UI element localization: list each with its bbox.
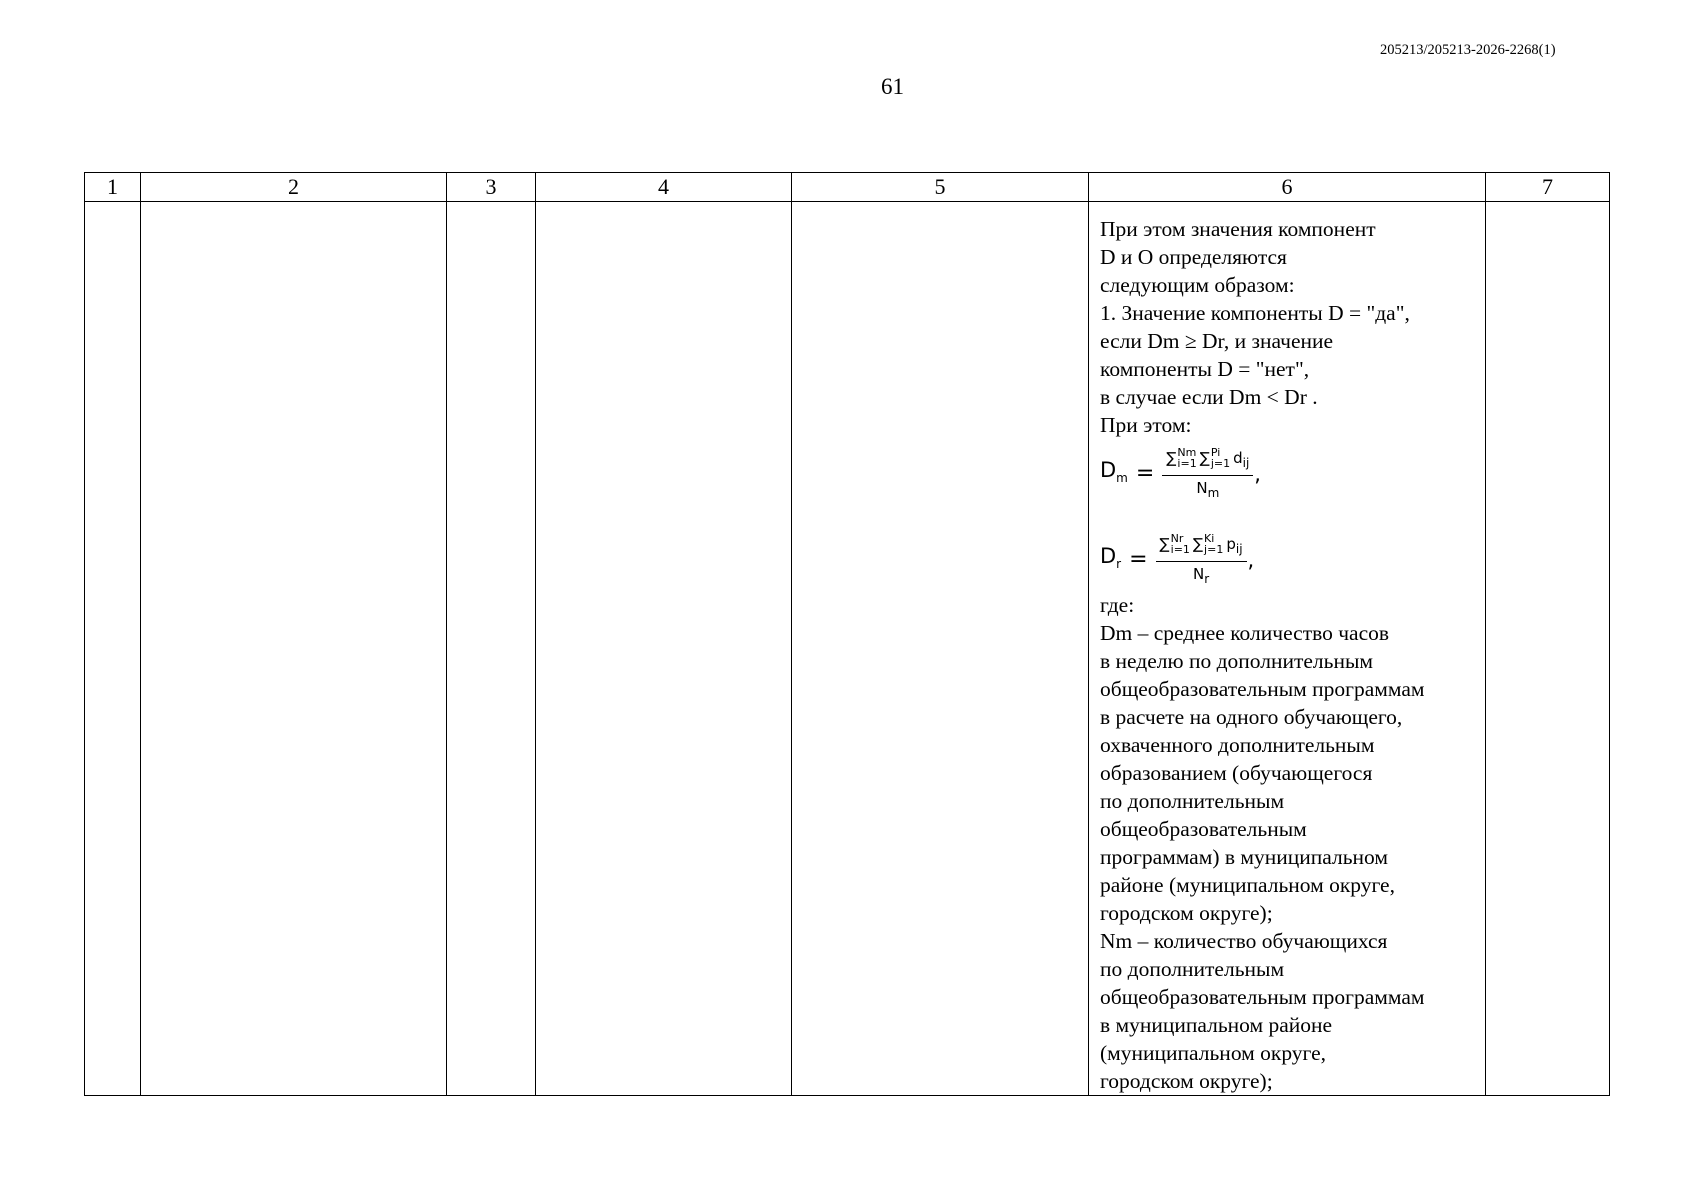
text-line: городском округе);: [1100, 1069, 1273, 1093]
equals-sign: =: [1135, 461, 1155, 486]
formula-lhs: $D_m$: [1100, 457, 1128, 486]
column-number-row: [85, 173, 1610, 202]
formula-dr: [1100, 529, 1477, 591]
column-header: 6: [1089, 173, 1486, 202]
text-line: в расчете на одного обучающего,: [1100, 705, 1403, 729]
text-line: 1. Значение компоненты D = "да",: [1100, 301, 1410, 325]
fraction: [1156, 533, 1247, 588]
fraction-numerator: ∑ Nm i=1 ∑ Pi j=1 $d_{ij}$: [1162, 447, 1253, 476]
text-line: При этом:: [1100, 413, 1192, 437]
text-line: где:: [1100, 593, 1135, 617]
text-block-top: [1100, 215, 1477, 439]
text-line: При этом значения компонент: [1100, 217, 1376, 241]
text-line: городском округе);: [1100, 901, 1273, 925]
column-header: 1: [85, 173, 141, 202]
text-line: общеобразовательным программам: [1100, 985, 1425, 1009]
text-line: охваченного дополнительным: [1100, 733, 1375, 757]
formula-comma: ,: [1254, 462, 1261, 486]
column-header: 5: [792, 173, 1089, 202]
content-table: [84, 172, 1610, 1096]
text-line: Dm – среднее количество часов: [1100, 621, 1390, 645]
text-line: следующим образом:: [1100, 273, 1295, 297]
column-header: 4: [536, 173, 792, 202]
column-header: 2: [141, 173, 447, 202]
equals-sign: =: [1129, 547, 1148, 572]
table-cell: [536, 202, 792, 1096]
table-row: [85, 202, 1610, 1096]
formula-dm: [1100, 443, 1477, 505]
text-line: образованием (обучающегося: [1100, 761, 1373, 785]
table-cell: [447, 202, 536, 1096]
text-line: (муниципальном округе,: [1100, 1041, 1327, 1065]
text-line: Nm – количество обучающихся: [1100, 929, 1388, 953]
fraction-denominator: $N_m$: [1196, 478, 1220, 500]
text-line: общеобразовательным: [1100, 817, 1307, 841]
table-cell: [141, 202, 447, 1096]
fraction-denominator: $N_r$: [1192, 564, 1210, 586]
formula-comma: ,: [1247, 548, 1255, 572]
text-line: в случае если Dm < Dr .: [1100, 385, 1318, 409]
formula-lhs: $D_r$: [1100, 543, 1122, 572]
document-id: 205213/205213-2026-2268(1): [1380, 42, 1556, 58]
column-header: 7: [1486, 173, 1610, 202]
text-line: программам) в муниципальном: [1100, 845, 1388, 869]
fraction-numerator: ∑ Nr i=1 ∑ Ki j=1 $p_{ij}$: [1156, 533, 1247, 562]
table-cell: [792, 202, 1089, 1096]
table-cell: [85, 202, 141, 1096]
text-line: по дополнительным: [1100, 789, 1285, 813]
text-line: по дополнительным: [1100, 957, 1285, 981]
fraction: [1162, 447, 1253, 502]
text-line: компоненты D = "нет",: [1100, 357, 1310, 381]
text-line: в неделю по дополнительным: [1100, 649, 1374, 673]
table-cell: [1486, 202, 1610, 1096]
text-line: D и O определяются: [1100, 245, 1287, 269]
table-cell-description: [1089, 202, 1486, 1096]
text-line: районе (муниципальном округе,: [1100, 873, 1395, 897]
text-line: если Dm ≥ Dr, и значение: [1100, 329, 1334, 353]
text-line: общеобразовательным программам: [1100, 677, 1425, 701]
column-header: 3: [447, 173, 536, 202]
text-block-bottom: [1100, 591, 1477, 1095]
text-line: в муниципальном районе: [1100, 1013, 1333, 1037]
page-number: 61: [881, 74, 904, 99]
